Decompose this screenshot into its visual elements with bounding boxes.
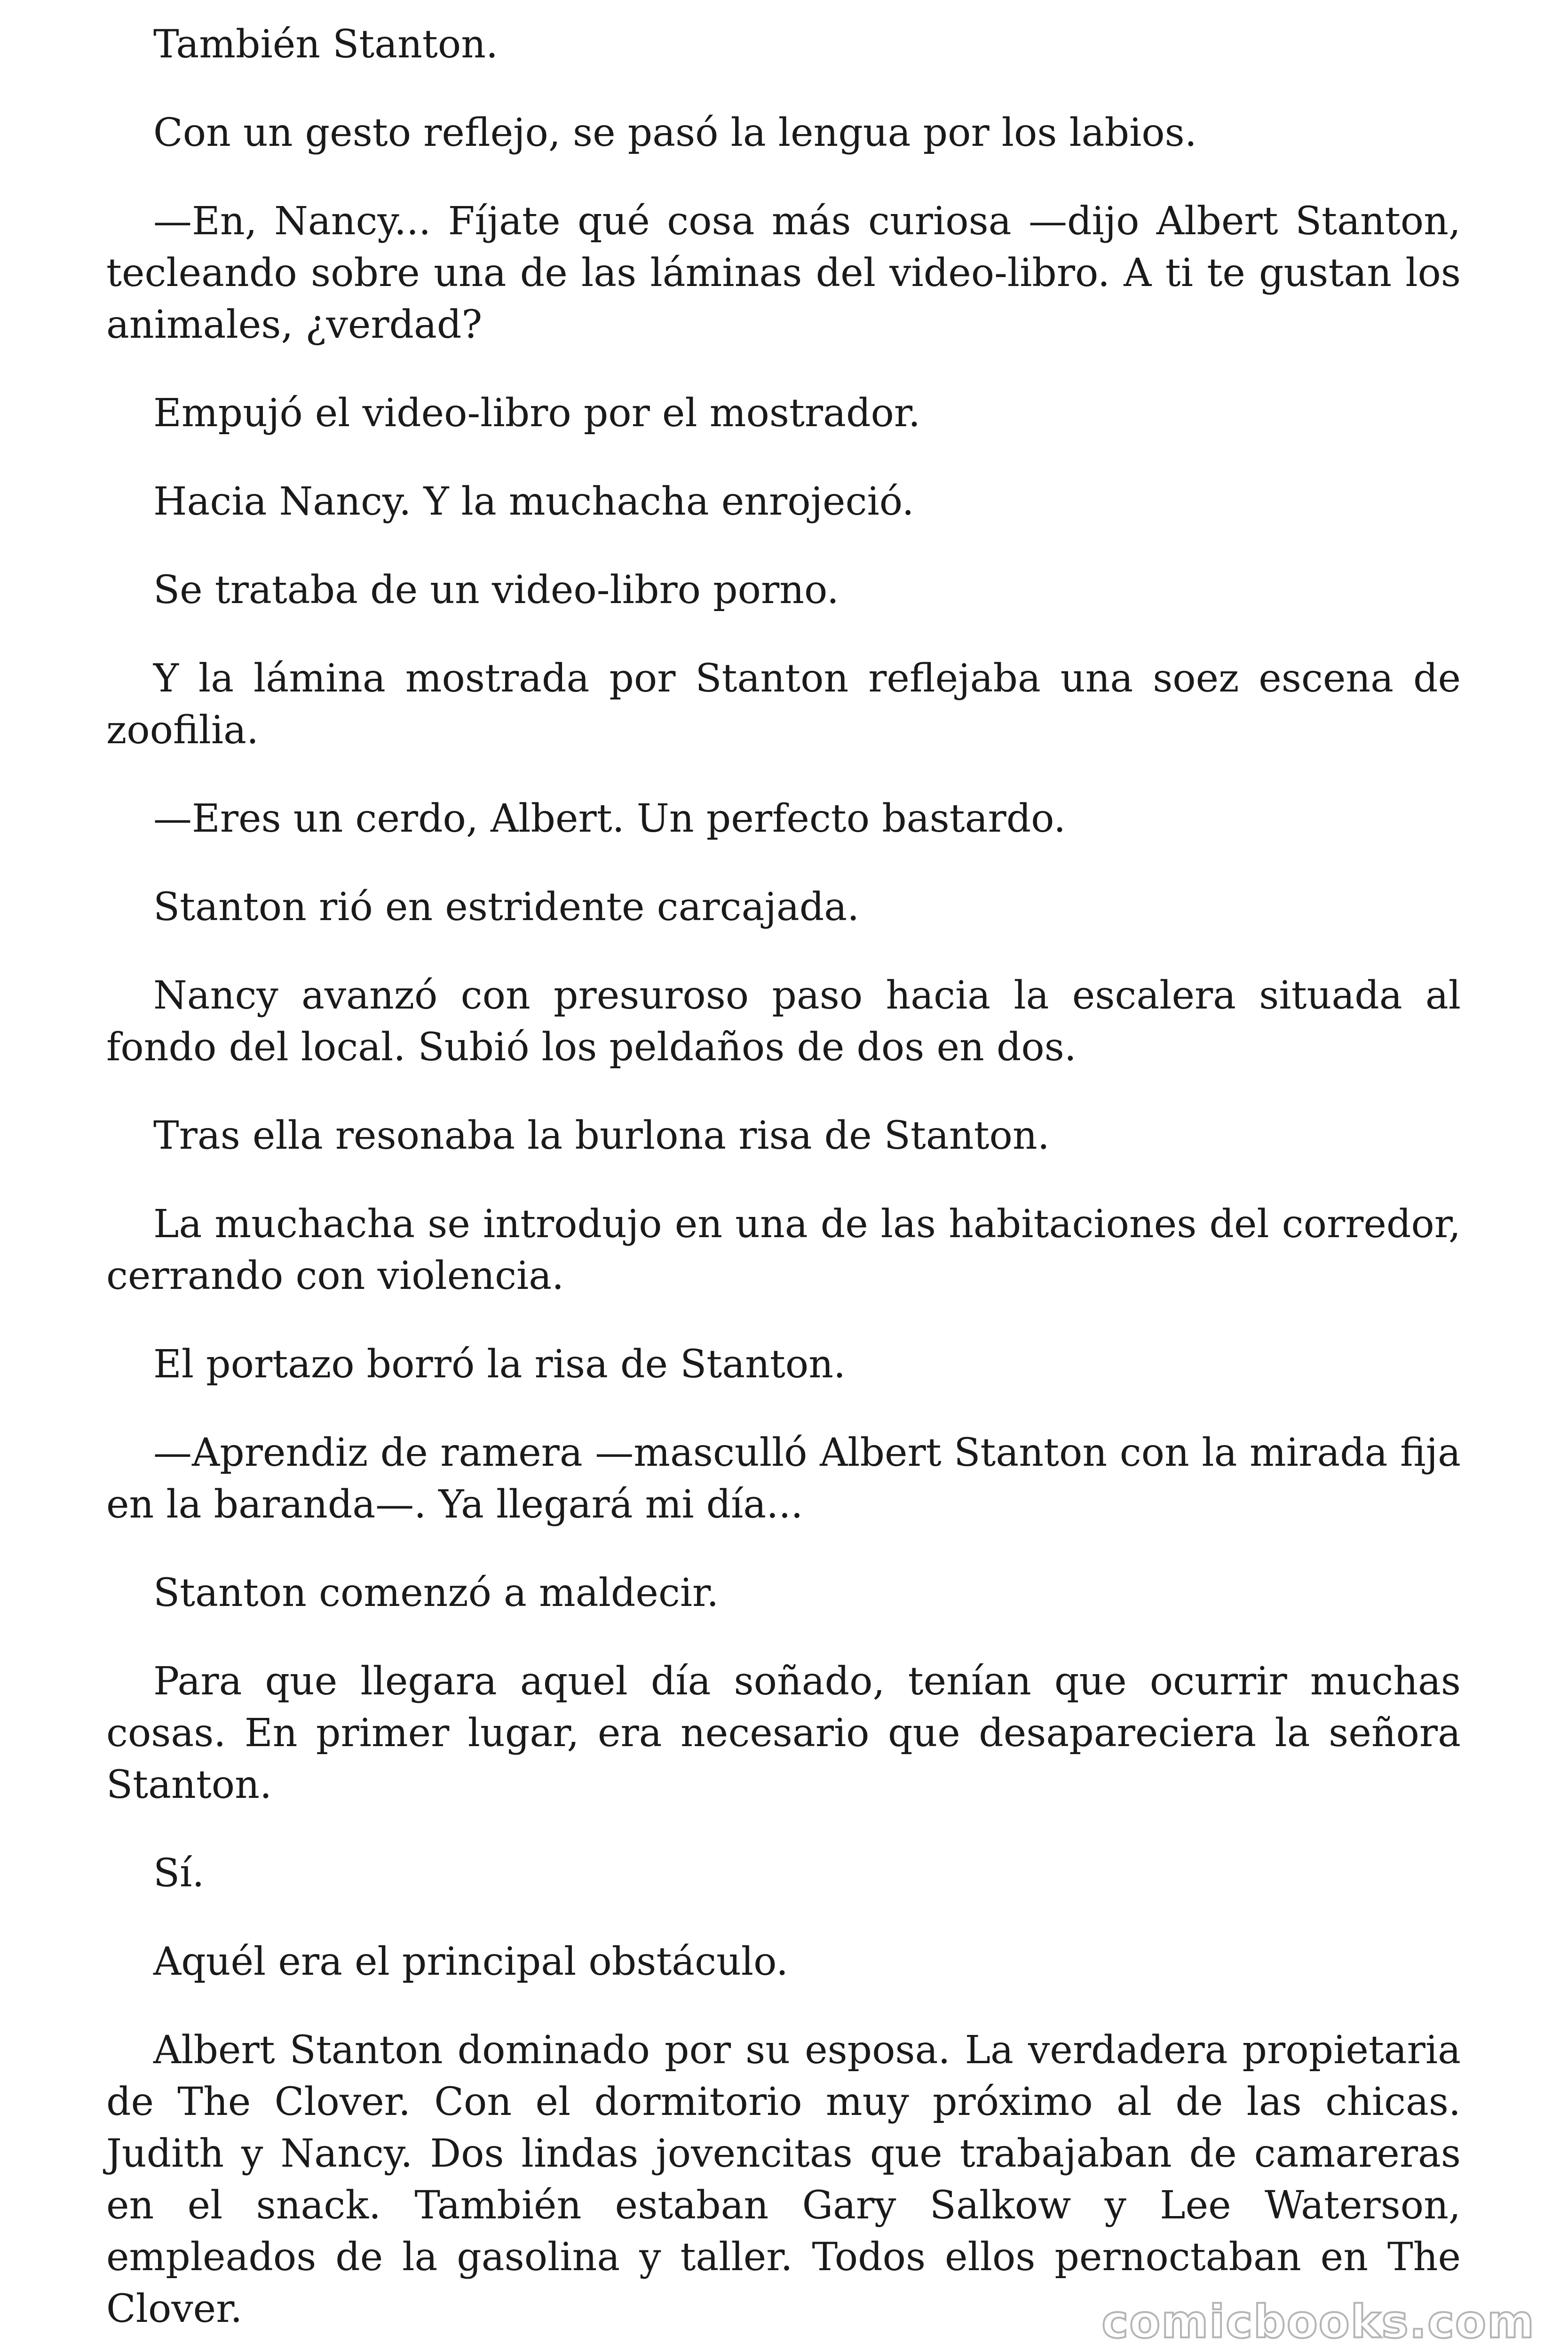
paragraph: —En, Nancy... Fíjate qué cosa más curiosa —dijo Albert Stanton, tecleando sobre una de las láminas del video-libro. A ti te gustan los animales, ¿verdad? (106, 199, 1461, 347)
paragraph: Se trataba de un video-libro porno. (153, 568, 839, 612)
paragraph: Albert Stanton dominado por su esposa. La verdadera propietaria de The Clover. Con el dormitorio muy próximo al de las chicas. Judith y Nancy. Dos lindas jovencitas que trabajaban de camareras en el snack. También estaban Gary Salkow y Lee Waterson, empleados de la gasolina y taller. Todos ellos pernoctaban en The Clover. (106, 2028, 1461, 2331)
paragraph: Con un gesto reflejo, se pasó la lengua por los labios. (153, 111, 1197, 155)
paragraph: Tras ella resonaba la burlona risa de Stanton. (153, 1113, 1050, 1158)
paragraph: La muchacha se introdujo en una de las habitaciones del corredor, cerrando con violencia. (106, 1202, 1461, 1298)
paragraph: Hacia Nancy. Y la muchacha enrojeció. (153, 479, 914, 524)
paragraph: Stanton rió en estridente carcajada. (153, 885, 860, 930)
paragraph: Y la lámina mostrada por Stanton reflejaba una soez escena de zoofilia. (106, 656, 1461, 753)
document-body (106, 0, 1461, 2352)
paragraph: Nancy avanzó con presuroso paso hacia la escalera situada al fondo del local. Subió los peldaños de dos en dos. (106, 973, 1461, 1070)
paragraph: También Stanton. (153, 22, 499, 67)
paragraph: Stanton comenzó a maldecir. (153, 1571, 719, 1615)
paragraph: Para que llegara aquel día soñado, tenían que ocurrir muchas cosas. En primer lugar, era necesario que desapareciera la señora Stanton. (106, 1659, 1461, 1807)
paragraph: Empujó el video-libro por el mostrador. (153, 391, 921, 436)
paragraph: —Aprendiz de ramera —masculló Albert Stanton con la mirada fija en la baranda—. Ya llegará mi día... (106, 1430, 1461, 1527)
paragraph: El portazo borró la risa de Stanton. (153, 1342, 846, 1387)
watermark: comicbooks.com (1101, 2296, 1535, 2348)
paragraph: —Eres un cerdo, Albert. Un perfecto bastardo. (153, 796, 1066, 841)
paragraph: Sí. (153, 1851, 205, 1896)
paragraph: Aquél era el principal obstáculo. (153, 1939, 789, 1984)
